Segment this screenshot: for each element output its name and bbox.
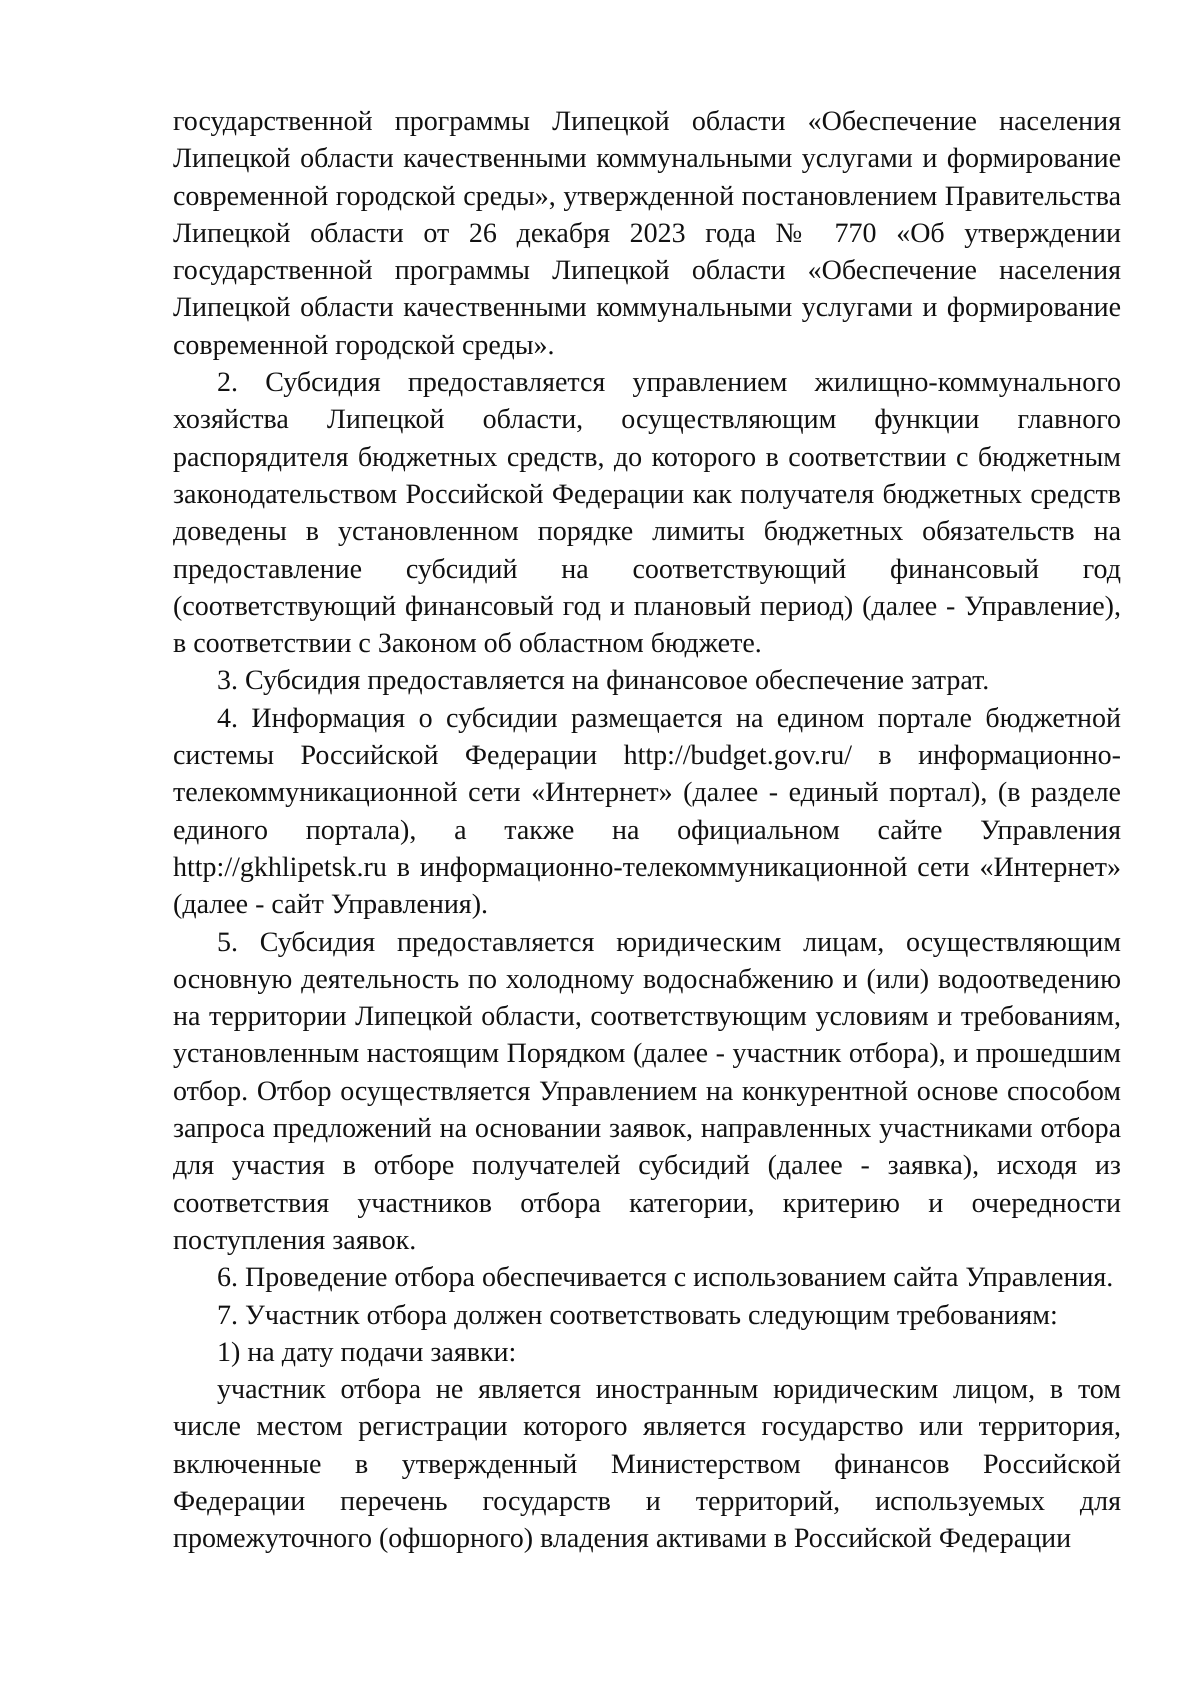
paragraph-foreign-entity-requirement: участник отбора не является иностранным юридическим лицом, в том числе местом регистрации которого является государство или территория, включенные в утвержденный Министерством финансов Российской Федерации перечень государств и территорий, используемых для промежуточного (офшорного) владения активами в Российской Федерации: [173, 1374, 1121, 1555]
paragraph-item-4: 4. Информация о субсидии размещается на едином портале бюджетной системы Российской Федерации http://budget.gov.ru/ в информационно-телекоммуникационной сети «Интернет» (далее - единый портал), (в разделе единого портала), а также на официальном сайте Управления http://gkhlipetsk.ru в информационно-телекоммуникационной сети «Интернет» (далее - сайт Управления).: [173, 702, 1121, 921]
paragraph-program-continuation: государственной программы Липецкой области «Обеспечение населения Липецкой области качественными коммунальными услугами и формирование современной городской среды», утвержденной постановлением Правительства Липецкой области от 26 декабря 2023 года № 770 «Об утверждении государственной программы Липецкой области «Обеспечение населения Липецкой области качественными коммунальными услугами и формирование современной городской среды».: [173, 106, 1121, 361]
paragraph-item-2: 2. Субсидия предоставляется управлением жилищно-коммунального хозяйства Липецкой области, осуществляющим функции главного распорядителя бюджетных средств, до которого в соответствии с бюджетным законодательством Российской Федерации как получателя бюджетных средств доведены в установленном порядке лимиты бюджетных обязательств на предоставление субсидий на соответствующий финансовый год (соответствующий финансовый год и плановый период) (далее - Управление), в соответствии с Законом об областном бюджете.: [173, 367, 1121, 660]
paragraph-subitem-1: 1) на дату подачи заявки:: [217, 1336, 517, 1368]
paragraph-item-5: 5. Субсидия предоставляется юридическим лицам, осуществляющим основную деятельность по холодному водоснабжению и (или) водоотведению на территории Липецкой области, соответствующим условиям и требованиям, установленным настоящим Порядком (далее - участник отбора), и прошедшим отбор. Отбор осуществляется Управлением на конкурентной основе способом запроса предложений на основании заявок, направленных участниками отбора для участия в отборе получателей субсидий (далее - заявка), исходя из соответствия участников отбора категории, критерию и очередности поступления заявок.: [173, 926, 1121, 1256]
paragraph-item-7: 7. Участник отбора должен соответствовать следующим требованиям:: [217, 1299, 1058, 1331]
document-page: [173, 103, 1121, 1558]
paragraph-item-3: 3. Субсидия предоставляется на финансовое обеспечение затрат.: [217, 665, 990, 697]
paragraph-item-6: 6. Проведение отбора обеспечивается с использованием сайта Управления.: [217, 1262, 1114, 1294]
